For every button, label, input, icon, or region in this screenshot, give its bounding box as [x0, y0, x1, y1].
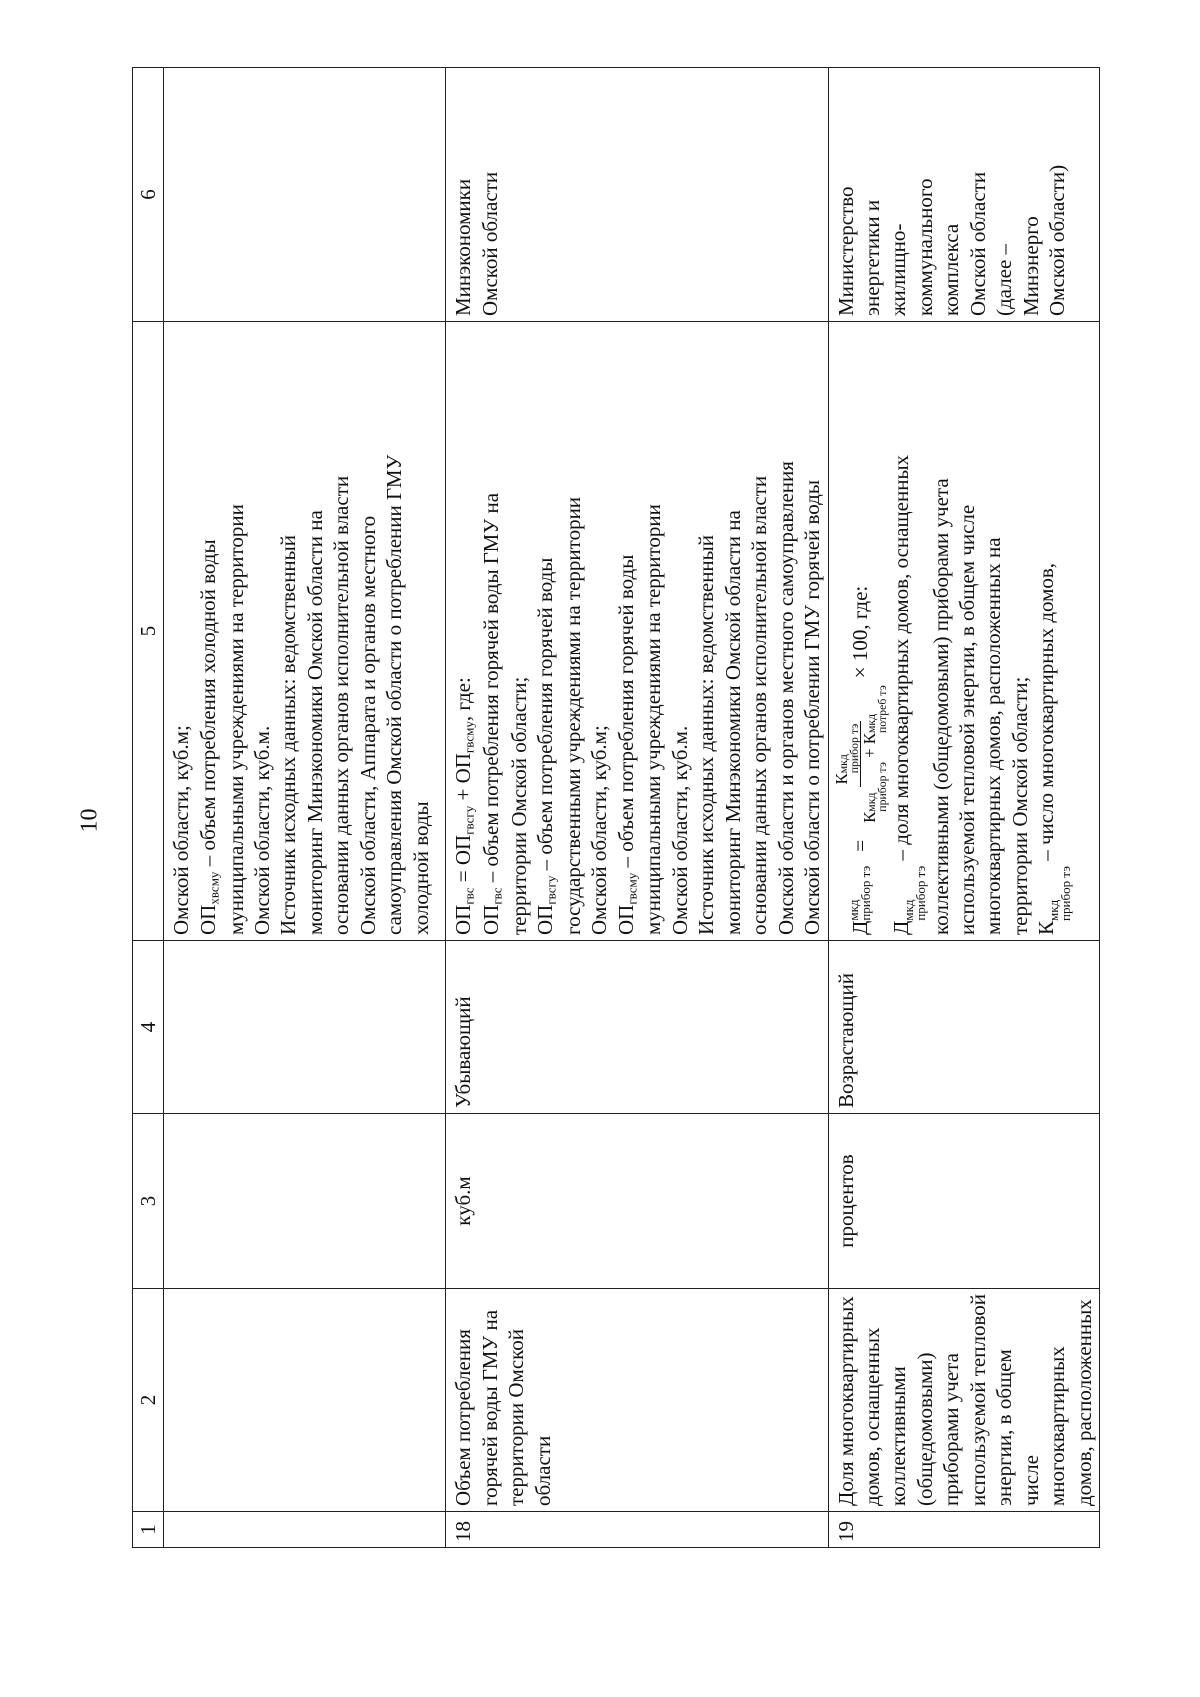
table-row [446, 68, 828, 1548]
definition-line: Источник исходных данных: ведомственный [694, 534, 719, 935]
header-col-4: 4 [133, 941, 164, 1114]
page-number-text: 10 [76, 808, 103, 832]
definition-line: $ОП_{гвс}$ – объем потребления горячей воды ГМУ на [479, 492, 505, 935]
definition-line: мониторинг Минэкономики Омской области на [720, 510, 745, 935]
definition-line: Омской области, куб.м. [667, 725, 692, 935]
definition-line: $ОП_{гвсму}$ – объем потребления горячей воды [613, 554, 639, 935]
header-row [133, 68, 164, 1548]
method-line: Омской области, куб.м. [250, 725, 274, 935]
definition-text: – объем потребления холодной воды [195, 539, 220, 872]
method-line: мониторинг Минэкономики Омской области на [302, 510, 327, 935]
method-line: основании данных органов исполнительной власти [329, 475, 354, 935]
formula-line: $ОП_{гвс} = ОП_{гвсгу} + ОП_{гвсму}$, где: [451, 677, 477, 935]
method-line: Омской области, Аппарата и органов местного [355, 515, 380, 935]
definition-line: территории Омской области; [506, 676, 531, 935]
method-line [195, 327, 223, 935]
row-number: 19 [828, 1512, 1100, 1548]
formula-line: Д мкд прибор тэ = К мкд прибор тэ К мкд прибор тэ + К мкд потреб тэ × 100 , где: [831, 585, 890, 935]
definition-line: $ОП_{гвсгу}$ – объем потребления горячей воды [533, 557, 559, 935]
definition-line: основании данных органов исполнительной власти [747, 475, 772, 935]
definition-line: К мкд прибор тэ – число многоквартирных домов, [1034, 562, 1074, 935]
rotated-table-sheet [132, 68, 1096, 1548]
definition-line: Омской области, куб.м; [587, 725, 612, 935]
header-col-5: 5 [133, 322, 164, 941]
indicator-name: Доля многоквартирных домов, оснащенных коллективными (общедомовыми) приборами учета используемой тепловой энергии, в общем числе многоквартирных домов, расположенных [828, 1289, 1100, 1512]
table-row [164, 68, 446, 1548]
unit: куб.м [446, 1114, 828, 1289]
direction: Возрастающий [828, 941, 1100, 1114]
definition-line: используемой тепловой энергии, в общем числе [954, 504, 979, 935]
method-line: муниципальными учреждениями на территории [223, 504, 248, 935]
indicator-name [164, 1289, 446, 1512]
header-col-1: 1 [133, 1512, 164, 1548]
subscript: хвсму [206, 871, 222, 905]
definition-line: многоквартирных домов, расположенных на [981, 537, 1006, 935]
direction: Убывающий [446, 941, 828, 1114]
method-line: Источник исходных данных: ведомственный [276, 534, 301, 935]
unit: процентов [828, 1114, 1100, 1289]
header-col-6: 6 [133, 68, 164, 322]
direction [164, 941, 446, 1114]
header-col-3: 3 [133, 1114, 164, 1289]
method-cell [446, 322, 828, 941]
header-col-2: 2 [133, 1289, 164, 1512]
method-line: Омской области, куб.м; [169, 725, 194, 935]
definition-line: Омской области и органов местного самоуправления [773, 461, 798, 935]
indicator-name: Объем потребления горячей воды ГМУ на территории Омской области [446, 1289, 828, 1512]
definition-line: Омской области о потреблении ГМУ горячей воды [800, 480, 825, 935]
responsible: Министерство энергетики и жилищно- коммунального комплекса Омской области (далее – Минэнерго Омской области) [828, 68, 1100, 322]
definition-line: государственными учреждениями на территории [560, 496, 585, 935]
table-row [828, 68, 1100, 1548]
page-number [70, 790, 110, 850]
definition-line: муниципальными учреждениями на территории [641, 504, 666, 935]
row-number [164, 1512, 446, 1548]
row-number: 18 [446, 1512, 828, 1548]
unit [164, 1114, 446, 1289]
method-cell [164, 322, 446, 941]
method-cell [828, 322, 1100, 941]
definition-line: территории Омской области; [1007, 676, 1032, 935]
definition-line: коллективными (общедомовыми) приборами учета [928, 478, 953, 935]
method-line: самоуправления Омской области о потреблении ГМУ [382, 454, 407, 935]
responsible [164, 68, 446, 322]
responsible: Минэкономики Омской области [446, 68, 828, 322]
symbol: ОП [195, 904, 220, 935]
method-line: холодной воды [408, 801, 433, 935]
definition-line: Д мкд прибор тэ – доля многоквартирных домов, оснащенных [889, 454, 929, 935]
fraction: К мкд прибор тэ К мкд прибор тэ + К мкд потреб тэ [831, 685, 890, 823]
indicator-table [132, 67, 1100, 1548]
